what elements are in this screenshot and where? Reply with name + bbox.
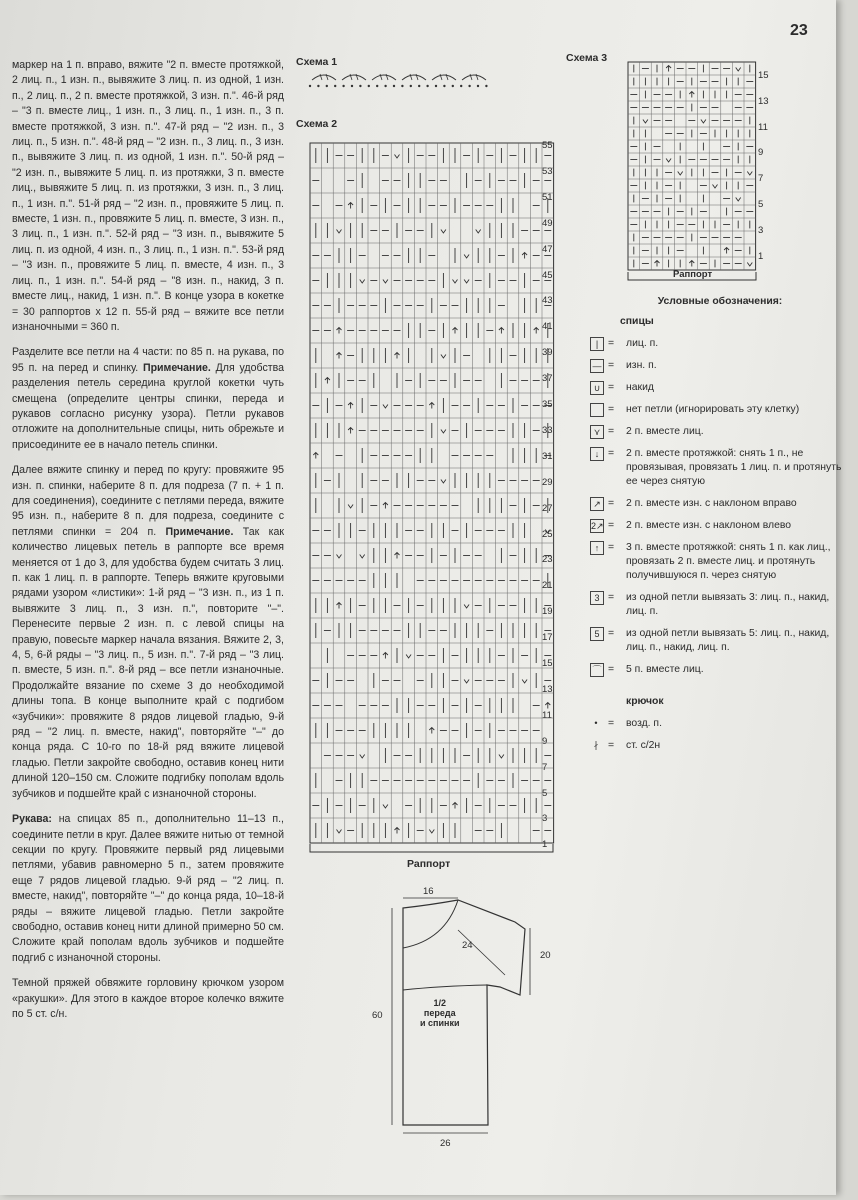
scheme2-row-number: 53 — [542, 165, 553, 177]
body-note: Так как количество лицевых петель в раппорте все время меняется от 1 до 3, для удобства будем считать 3 лиц. п. как 1 лиц. п. в раппорте. Теперь вяжите круговыми рядами узором «листики»: 1-й ряд – "3 изн. п., из 1 п. вывяжите 3 лиц. п., 3 изн. п.", повторите "–". Перенесите первые 2 изн. п. с левой спицы на правую, повесьте маркер начала вязания. Вяжите 2, 3, 4, 5, 6-й ряды – "3 лиц. п., 5 изн. п.". 7-й ряд – "3 лиц. п. вместе, 5 изн. п.". 8-й ряд – все петли изнаночные. Продолжайте вязание по схеме 3 до необходимой длины топа. В конце выполните край с подгибом «зубчики»: провяжите 8 рядов лицевой гладью, 9-й ряд – "2 лиц. п. вместе, накид", повторяйте "–" до конца ряда. С 10-го по 18-й ряд вяжите лицевой гладью. Петли закройте свободно, оставив конец нити длиной 120–150 см. Сложите подгибку пополам вдоль зубчиков и подшейте край с изнаночной стороны. — [12, 525, 284, 800]
scheme2-row-number: 51 — [542, 191, 553, 203]
paragraph-neckline: Темной пряжей обвяжите горловину крючком узором «ракушки». Для этого в каждое второе колечко вяжите по 5 ст. с/н. — [12, 977, 284, 1020]
legend-item-text: лиц. п. — [626, 338, 659, 349]
equals-sign: = — [608, 592, 615, 603]
scheme1-chain-dot — [351, 85, 353, 87]
scheme2-row-number: 27 — [542, 502, 553, 514]
scheme3-arrow-mark — [724, 248, 729, 254]
legend-crochet-items — [590, 717, 850, 753]
scheme1-chain-dot — [393, 85, 395, 87]
scheme2-arrow-mark — [534, 328, 539, 334]
scheme2-decrease-mark — [476, 230, 481, 234]
scheme1-title: Схема 1 — [296, 56, 338, 68]
scheme1-chain-dot — [376, 85, 378, 87]
scheme1-chain-dot — [418, 85, 420, 87]
scheme2-decrease-mark — [453, 280, 458, 284]
scheme1-chain-dot — [326, 85, 328, 87]
scheme1-chain-dot — [460, 85, 462, 87]
scheme2-row-number: 25 — [542, 528, 553, 540]
scheme2-rapport-bracket — [310, 844, 553, 852]
scheme3-decrease-mark — [747, 172, 752, 176]
garment-schematic — [392, 898, 530, 1133]
legend-item — [590, 627, 850, 655]
scheme2-row-number: 41 — [542, 321, 553, 333]
divide-text: Разделите все петли на 4 части: по 85 п. на рукава, по 95 п. на перед и спинку. — [12, 346, 284, 374]
legend-symbol-icon: ↑ — [590, 541, 604, 555]
paragraph-rows-46-55: маркер на 1 п. вправо, вяжите "2 п. вместе протяжкой, 2 лиц. п., 1 изн. п., вывяжите 3 лиц. п. из одной, 1 изн. п., 2 лиц. п., 2 п. вместе протяжкой, 3 изн. п.". 46-й ряд – "3 п. вместе лиц., 1 изн. п., 3 лиц. п., 1 изн. п., 3 п. вместе протяжкой, 3 изн. п.". 47-й ряд – "2 изн. п., 3 лиц. п., 5 изн. п.". 48-й ряд – "2 изн. п., 3 лиц. п., 3 изн. п., вывяжите 3 лиц. п. из одной, 1 изн. п.". 50-й ряд – "2 изн. п., вывяжите 5 лиц. п. из протяжки, 3 п. вместе лиц., вывяжите 5 лиц. п. из протяжки, 3 изн. п., 3 лиц. п., 1 изн. п.". 51-й ряд – "2 изн. п., провяжите 5 лиц. п. вместе, 1 изн. п., провяжите 5 лиц. п. вместе, 3 изн. п., 3 лиц. п., 1 изн. п.". 52-й ряд – "3 изн. п., вывяжите 5 лиц. п. из одной, 4 изн. п., 3 лиц. п., 1 изн. п.". 53-й ряд – "3 изн. п., провяжите 5 лиц. п. вместе, 4 изн. п., 3 лиц. п., 1 изн. п.". 54-й ряд – "8 изн. п., накид, 3 п. вместе лиц., накид, 1 изн. п.". В конце узора в кокетке = 30 раппортов x 12 п. 55-й ряд – вяжите все петли изнаночными = 360 п. — [12, 59, 284, 333]
dim-sleeve-side: 20 — [540, 950, 551, 961]
scheme1-shell — [462, 75, 486, 80]
scheme2-arrow-mark — [348, 203, 353, 209]
scheme2-arrow-mark — [522, 253, 527, 259]
crochet-item — [590, 717, 850, 731]
scheme2-arrow-mark — [348, 403, 353, 409]
scheme1-chain-dot — [368, 85, 370, 87]
legend-crochet-heading: крючок — [626, 696, 664, 707]
equals-sign: = — [608, 448, 615, 459]
legend-symbol-icon — [590, 403, 604, 417]
legend-symbol-icon: ∪ — [590, 381, 604, 395]
scheme2-decrease-mark — [499, 755, 504, 759]
scheme2-decrease-mark — [464, 280, 469, 284]
legend-symbol-icon: | — [590, 337, 604, 351]
legend-items — [590, 337, 850, 677]
legend-title: Условные обозначения: — [657, 296, 783, 307]
scheme3-decrease-mark — [713, 185, 718, 189]
scheme3-decrease-mark — [747, 263, 752, 267]
scheme3-chart — [628, 62, 756, 280]
scheme2-decrease-mark — [383, 405, 388, 409]
legend-item-text: из одной петли вывязать 3: лиц. п., накид, лиц. п. — [626, 592, 830, 617]
legend-item — [590, 337, 850, 351]
legend-item — [590, 381, 850, 395]
scheme2-arrow-mark — [348, 428, 353, 434]
scheme1-chain-dot — [477, 85, 479, 87]
scheme2-decrease-mark — [464, 605, 469, 609]
scheme2-arrow-mark — [545, 703, 550, 709]
scheme3-row-number: 15 — [758, 70, 769, 81]
scheme2-decrease-mark — [522, 680, 527, 684]
scheme2-row-number: 1 — [542, 839, 548, 851]
scheme2-arrow-mark — [313, 453, 318, 459]
scheme1-chain-dot — [468, 85, 470, 87]
scheme3-decrease-mark — [701, 120, 706, 124]
scheme2-arrow-mark — [429, 728, 434, 734]
scheme2-arrow-mark — [337, 353, 342, 359]
scheme2-row-number: 13 — [542, 683, 553, 695]
equals-sign: = — [608, 628, 615, 639]
scheme1-chain-dot — [485, 85, 487, 87]
scheme2-decrease-mark — [395, 155, 400, 159]
legend-item — [590, 447, 850, 489]
legend-item-text: 2 п. вместе изн. с наклоном вправо — [626, 498, 797, 509]
scheme2-decrease-mark — [464, 680, 469, 684]
legend-symbol-icon: ↗ — [590, 497, 604, 511]
scheme2-row-number: 21 — [542, 580, 553, 592]
scheme2-arrow-mark — [429, 403, 434, 409]
scheme1-chain-dot — [317, 85, 319, 87]
scheme2-row-number: 29 — [542, 476, 553, 488]
scheme1-chart — [309, 74, 488, 87]
scheme3-row-number: 3 — [758, 224, 764, 236]
scheme1-shell — [402, 75, 426, 80]
scheme2-decrease-mark — [360, 755, 365, 759]
dim-line-sleeve — [458, 930, 505, 975]
scheme2-decrease-mark — [464, 255, 469, 259]
legend-symbol-icon: 2↗ — [591, 521, 604, 531]
scheme1-chain-dot — [359, 85, 361, 87]
scheme3-arrow-mark — [666, 66, 671, 72]
scheme3-row-number: 13 — [758, 95, 769, 107]
scheme1-shell — [432, 75, 456, 80]
scheme3-decrease-mark — [678, 172, 683, 176]
scheme2-decrease-mark — [360, 555, 365, 559]
schematic-label-fraction: 1/2 — [433, 998, 446, 1008]
scheme3-title: Схема 3 — [566, 52, 608, 64]
dim-sleeve: 24 — [462, 940, 473, 951]
scheme2-decrease-mark — [406, 655, 411, 659]
scheme2-arrow-mark — [453, 328, 458, 334]
equals-sign: = — [608, 718, 615, 729]
dim-top: 16 — [423, 886, 434, 897]
scheme3-row-number: 11 — [758, 121, 768, 133]
legend-symbol-icon: — — [590, 359, 604, 373]
equals-sign: = — [608, 542, 615, 553]
legend-item-text: 5 п. вместе лиц. — [626, 664, 704, 675]
scheme3-decrease-mark — [643, 120, 648, 124]
scheme2-row-number: 31 — [542, 450, 553, 462]
scheme2-decrease-mark — [383, 280, 388, 284]
legend-item-text: изн. п. — [626, 360, 657, 371]
legend-item-text: 2 п. вместе изн. с наклоном влево — [626, 520, 792, 531]
dim-height: 60 — [372, 1010, 383, 1021]
scheme3-decrease-mark — [736, 198, 741, 202]
scheme2-decrease-mark — [337, 555, 342, 559]
scheme2-row-number: 11 — [542, 709, 552, 721]
equals-sign: = — [608, 404, 615, 415]
scheme2-decrease-mark — [348, 505, 353, 509]
scheme2-decrease-mark — [429, 830, 434, 834]
scheme2-row-number: 39 — [542, 347, 553, 359]
sleeves-heading: Рукава: — [12, 813, 52, 826]
scheme1-chain-dot — [384, 85, 386, 87]
equals-sign: = — [608, 520, 615, 531]
legend-item-text: из одной петли вывязать 5: лиц. п., накид, лиц. п., накид, лиц. п. — [626, 628, 830, 653]
equals-sign: = — [608, 498, 615, 509]
scheme1-chain-dot — [342, 85, 344, 87]
scheme2-arrow-mark — [453, 803, 458, 809]
scheme2-row-number: 45 — [542, 269, 553, 281]
page-number: 23 — [790, 22, 808, 39]
scheme1-chain-dot — [452, 85, 454, 87]
armhole-curve — [403, 985, 487, 990]
scheme2-row-number: 23 — [542, 554, 553, 566]
crochet-symbol-icon: ∤ — [593, 740, 599, 750]
equals-sign: = — [608, 740, 615, 751]
scheme1-chain-dot — [426, 85, 428, 87]
scheme2-arrow-mark — [383, 503, 388, 509]
scheme2-arrow-mark — [337, 603, 342, 609]
scheme1-shell — [372, 75, 396, 80]
legend-item — [590, 359, 850, 373]
scheme3-row-number: 7 — [758, 173, 764, 185]
scheme3-rapport-label: Раппорт — [673, 269, 713, 280]
scheme2-arrow-mark — [395, 353, 400, 359]
scheme2-decrease-mark — [441, 230, 446, 234]
scheme1-shell — [342, 75, 366, 80]
scheme2-decrease-mark — [383, 805, 388, 809]
legend-item — [590, 663, 850, 677]
scheme2-row-number: 17 — [542, 632, 553, 644]
scheme2-chart — [310, 143, 554, 852]
divide-note: Для удобства разделения петель середина круглой кокетки чуть смещена (определите центры спинки, переда и рукавов согласно рисунку узора). Петли рукавов отложите на дополнительные спицы, нить обрежьте и присоедините ее в начало петель спинки. — [12, 361, 285, 451]
legend-symbol-icon: ⋎ — [590, 425, 604, 439]
scheme2-decrease-mark — [337, 830, 342, 834]
scheme3-rapport-bracket — [628, 272, 756, 280]
scheme2-arrow-mark — [499, 328, 504, 334]
scheme3-row-number: 5 — [758, 199, 764, 210]
note-label: Примечание. — [142, 361, 211, 374]
scheme2-row-number: 37 — [542, 373, 553, 385]
scheme2-row-number: 47 — [542, 243, 553, 255]
scheme2-decrease-mark — [360, 280, 365, 284]
legend-item — [590, 541, 850, 583]
crochet-item-text: возд. п. — [626, 718, 662, 729]
scheme1-chain-dot — [443, 85, 445, 87]
legend-needles-heading: спицы — [620, 316, 654, 327]
scheme2-row-number: 3 — [542, 813, 548, 825]
legend-item-text: 2 п. вместе протяжкой: снять 1 п., не провязывая, провязать 1 лиц. п. и протянуть ее через снятую — [626, 448, 842, 487]
scheme2-row-number: 5 — [542, 787, 548, 799]
crochet-item-text: ст. с/2н — [626, 740, 661, 751]
legend-item — [590, 591, 850, 619]
schematic-label — [420, 998, 459, 1028]
legend-item-text: 3 п. вместе протяжкой: снять 1 п. как лиц., провязать 2 п. вместе лиц. и протянуть получившуюся п. через снятую — [626, 542, 831, 581]
schematic-label-back: и спинки — [420, 1018, 460, 1028]
equals-sign: = — [608, 382, 615, 393]
dim-bottom: 26 — [440, 1138, 451, 1149]
scheme2-arrow-mark — [395, 553, 400, 559]
legend-item — [590, 425, 850, 439]
equals-sign: = — [608, 360, 615, 371]
scheme2-decrease-mark — [441, 430, 446, 434]
scheme1-shell — [312, 75, 336, 80]
scheme2-arrow-mark — [383, 653, 388, 659]
scheme2-decrease-mark — [441, 480, 446, 484]
scheme2-decrease-mark — [441, 355, 446, 359]
legend-item — [590, 403, 850, 417]
scheme2-row-number: 9 — [542, 735, 548, 747]
legend-symbol-icon: ↓ — [590, 447, 604, 461]
scheme3-decrease-mark — [736, 68, 741, 72]
scheme2-arrow-mark — [337, 328, 342, 334]
legend — [590, 295, 850, 761]
scheme2-rapport-label: Раппорт — [407, 858, 451, 870]
scheme3-decrease-mark — [666, 159, 671, 163]
scheme2-row-number: 33 — [542, 424, 553, 436]
equals-sign: = — [608, 664, 615, 675]
legend-item — [590, 497, 850, 511]
legend-item-text: 2 п. вместе лиц. — [626, 426, 704, 437]
scheme2-row-number: 7 — [542, 761, 548, 773]
legend-symbol-icon: ⌒ — [590, 663, 604, 677]
scheme1-chain-dot — [410, 85, 412, 87]
scheme2-decrease-mark — [337, 230, 342, 234]
equals-sign: = — [608, 338, 615, 349]
scheme1-chain-dot — [309, 85, 311, 87]
scheme3-row-number: 9 — [758, 147, 764, 159]
scheme2-decrease-mark — [545, 530, 550, 534]
legend-symbol-icon: 3 — [590, 591, 604, 605]
scheme1-chain-dot — [435, 85, 437, 87]
scheme2-row-number: 15 — [542, 658, 553, 669]
body-text: Далее вяжите спинку и перед по кругу: провяжите 95 изн. п. спинки, наберите 8 п. для подреза (7 п. + 1 п. для соединения), соедините с петлями переда, вяжите 95 изн. п., наберите 8 п. для подреза, соедините с петлями спинки = 204 п. — [12, 464, 284, 538]
crochet-item — [590, 739, 850, 753]
scheme2-row-number: 43 — [542, 295, 553, 307]
scheme2-arrow-mark — [325, 378, 330, 384]
sleeves-text: на спицах 85 п., дополнительно 11–13 п., соедините петли в круг. Далее вяжите нитью от темной секции по кругу. Провяжите первый ряд лицевыми петлями, убавив равномерно 5 п., затем провяжите еще 7 рядов лицевой гладью. 9-й ряд – "2 лиц. п. вместе, накид", повторяйте "–" до конца ряда, 10–18-й ряды – вяжите лицевой гладью. Петли закройте свободно, оставив конец нити длиной примерно 50 см. Сложите край пополам вдоль зубчиков и подшейте подгиб с изнаночной стороны. — [12, 813, 284, 964]
equals-sign: = — [608, 426, 615, 437]
crochet-symbol-icon: • — [594, 718, 598, 728]
legend-symbol-icon: 5 — [590, 627, 604, 641]
legend-item — [590, 519, 850, 533]
scheme2-row-number: 35 — [542, 399, 553, 410]
scheme3-row-number: 1 — [758, 250, 764, 262]
scheme2-title: Схема 2 — [296, 118, 338, 130]
schematic-label-front: переда — [423, 1008, 456, 1018]
scheme1-chain-dot — [401, 85, 403, 87]
legend-item-text: накид — [626, 382, 654, 393]
scheme2-row-number: 55 — [542, 140, 553, 151]
scheme2-row-number: 19 — [542, 606, 553, 618]
scheme2-arrow-mark — [395, 828, 400, 834]
legend-item-text: нет петли (игнорировать эту клетку) — [626, 404, 800, 415]
scheme1-chain-dot — [334, 85, 336, 87]
scheme2-row-number: 49 — [542, 217, 553, 229]
scheme3-arrow-mark — [689, 92, 694, 98]
scheme3-arrow-mark — [655, 261, 660, 267]
scheme3-arrow-mark — [689, 261, 694, 267]
note-label: Примечание. — [165, 525, 234, 538]
